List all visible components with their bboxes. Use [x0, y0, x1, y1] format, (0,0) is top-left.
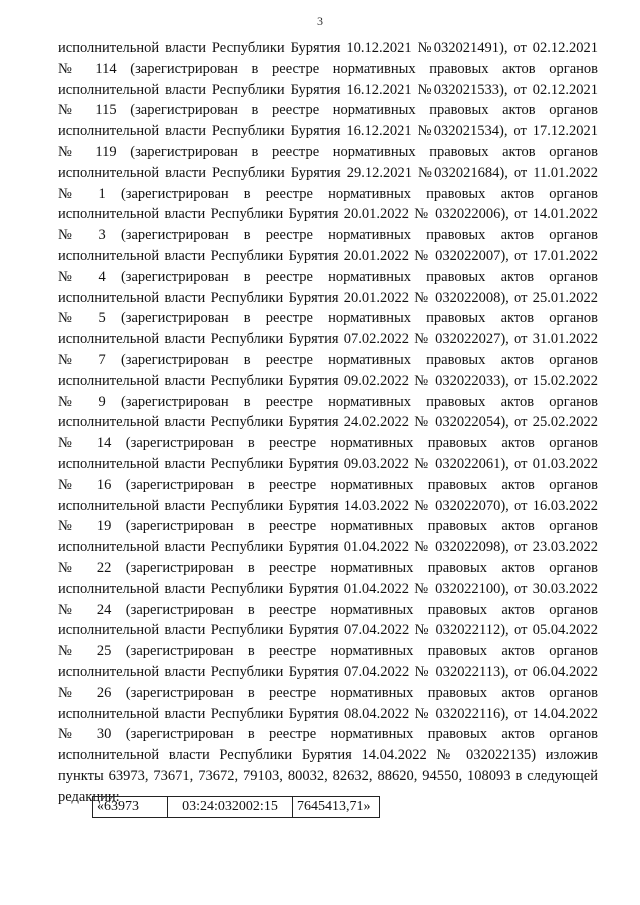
- table-row: [93, 797, 380, 818]
- values-table: [92, 796, 380, 818]
- text-line: № 1 (зарегистрирован в реестре нормативных правовых актов органов: [58, 185, 598, 202]
- text-line: исполнительной власти Республики Бурятия 16.12.2021 №032021533), от 02.12.2021: [58, 81, 598, 98]
- text-line: исполнительной власти Республики Бурятия 07.04.2022 № 032022112), от 05.04.2022: [58, 622, 598, 639]
- text-line: исполнительной власти Республики Бурятия 10.12.2021 №032021491), от 02.12.2021: [58, 40, 598, 56]
- text-line: исполнительной власти Республики Бурятия 24.02.2022 № 032022054), от 25.02.2022: [58, 414, 598, 431]
- text-line: исполнительной власти Республики Бурятия 20.01.2022 № 032022006), от 14.01.2022: [58, 206, 598, 223]
- text-line: исполнительной власти Республики Бурятия 07.04.2022 № 032022113), от 06.04.2022: [58, 663, 598, 680]
- table-cell-number: «63973: [93, 797, 168, 818]
- text-line: исполнительной власти Республики Бурятия 14.03.2022 № 032022070), от 16.03.2022: [58, 497, 598, 514]
- text-line: исполнительной власти Республики Бурятия 07.02.2022 № 032022027), от 31.01.2022: [58, 331, 598, 348]
- text-line: № 26 (зарегистрирован в реестре нормативных правовых актов органов: [58, 684, 598, 701]
- text-line: № 30 (зарегистрирован в реестре нормативных правовых актов органов: [58, 726, 598, 743]
- text-line: исполнительной власти Республики Бурятия 20.01.2022 № 032022008), от 25.01.2022: [58, 289, 598, 306]
- text-line: пункты 63973, 73671, 73672, 79103, 80032, 82632, 88620, 94550, 108093 в следующей: [58, 767, 598, 784]
- text-line: № 22 (зарегистрирован в реестре нормативных правовых актов органов: [58, 559, 598, 576]
- text-line: № 5 (зарегистрирован в реестре нормативных правовых актов органов: [58, 310, 598, 327]
- text-line: № 3 (зарегистрирован в реестре нормативных правовых актов органов: [58, 227, 598, 244]
- text-line: исполнительной власти Республики Бурятия 29.12.2021 №032021684), от 11.01.2022: [58, 164, 598, 181]
- text-line: исполнительной власти Республики Бурятия 08.04.2022 № 032022116), от 14.04.2022: [58, 705, 598, 722]
- text-line: № 115 (зарегистрирован в реестре нормативных правовых актов органов: [58, 102, 598, 119]
- text-line: № 114 (зарегистрирован в реестре нормативных правовых актов органов: [58, 60, 598, 77]
- table-cell-value: 7645413,71»: [293, 797, 380, 818]
- table-cell-cadastral: 03:24:032002:15: [168, 797, 293, 818]
- text-line: исполнительной власти Республики Бурятия 20.01.2022 № 032022007), от 17.01.2022: [58, 247, 598, 264]
- text-line: № 4 (зарегистрирован в реестре нормативных правовых актов органов: [58, 268, 598, 285]
- body-text: [58, 38, 598, 807]
- text-line: № 7 (зарегистрирован в реестре нормативных правовых актов органов: [58, 351, 598, 368]
- page-number: 3: [317, 14, 323, 28]
- text-line: исполнительной власти Республики Бурятия 01.04.2022 № 032022098), от 23.03.2022: [58, 539, 598, 556]
- text-line: исполнительной власти Республики Бурятия 09.03.2022 № 032022061), от 01.03.2022: [58, 455, 598, 472]
- text-line: № 14 (зарегистрирован в реестре нормативных правовых актов органов: [58, 435, 598, 452]
- text-line: № 16 (зарегистрирован в реестре нормативных правовых актов органов: [58, 476, 598, 493]
- text-line: исполнительной власти Республики Бурятия 09.02.2022 № 032022033), от 15.02.2022: [58, 372, 598, 389]
- text-line: № 9 (зарегистрирован в реестре нормативных правовых актов органов: [58, 393, 598, 410]
- text-line: исполнительной власти Республики Бурятия 14.04.2022 № 032022135) изложив: [58, 747, 598, 764]
- text-line: исполнительной власти Республики Бурятия 16.12.2021 №032021534), от 17.12.2021: [58, 123, 598, 140]
- text-line: исполнительной власти Республики Бурятия 01.04.2022 № 032022100), от 30.03.2022: [58, 580, 598, 597]
- text-line: № 119 (зарегистрирован в реестре нормативных правовых актов органов: [58, 143, 598, 160]
- text-line: редакции:: [58, 788, 120, 805]
- text-line: № 19 (зарегистрирован в реестре нормативных правовых актов органов: [58, 518, 598, 535]
- text-line: № 24 (зарегистрирован в реестре нормативных правовых актов органов: [58, 601, 598, 618]
- text-line: № 25 (зарегистрирован в реестре нормативных правовых актов органов: [58, 643, 598, 660]
